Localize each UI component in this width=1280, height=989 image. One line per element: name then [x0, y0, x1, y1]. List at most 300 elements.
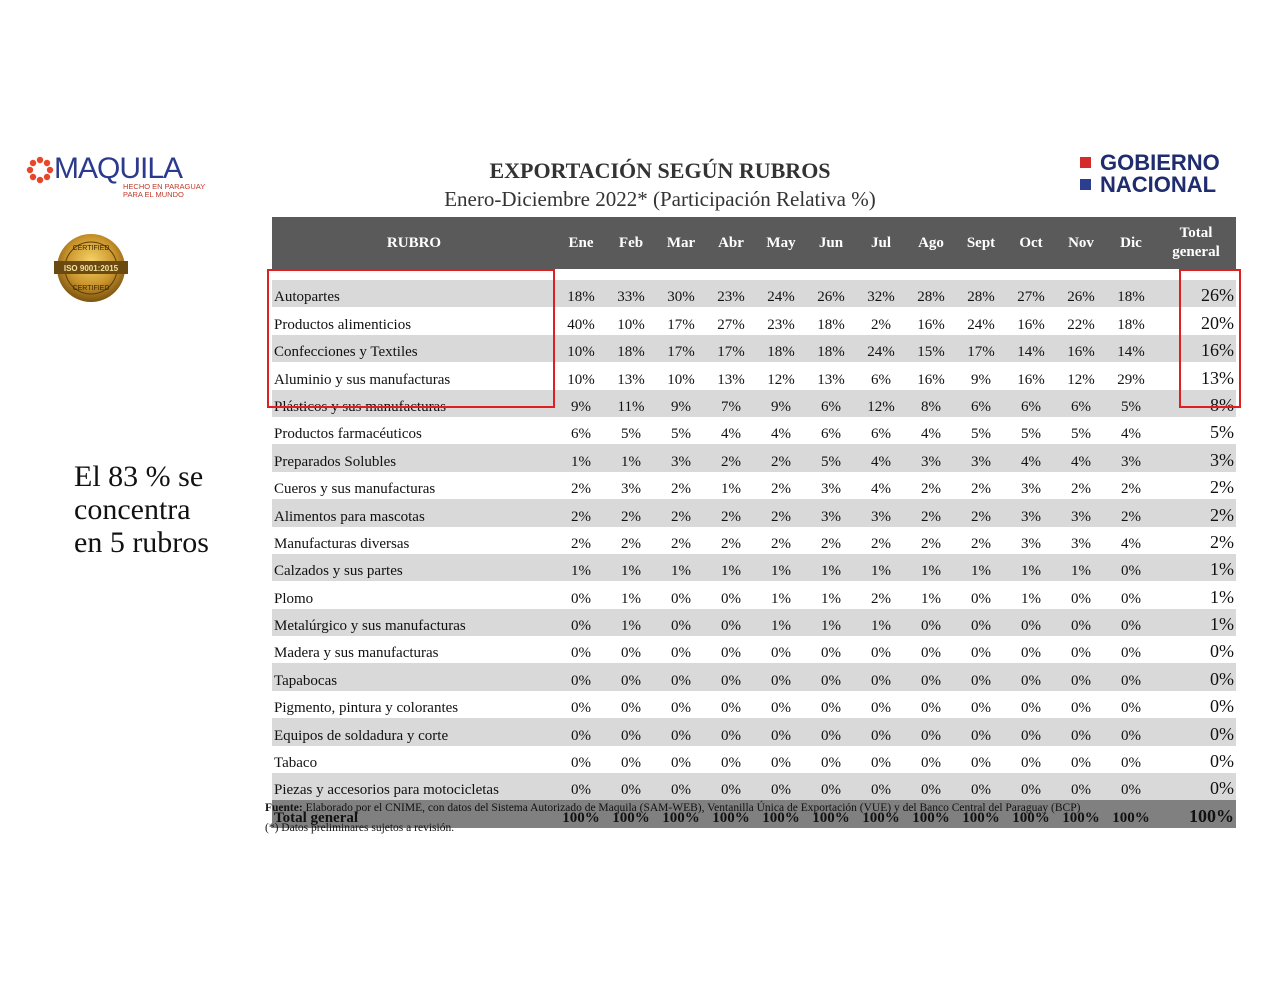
month-value-cell: 1%: [906, 581, 956, 608]
month-value-cell: 16%: [1006, 307, 1056, 334]
month-value-cell: 1%: [756, 609, 806, 636]
month-value-cell: 1%: [806, 581, 856, 608]
total-value-cell: 1%: [1156, 609, 1236, 636]
month-value-cell: 0%: [1056, 691, 1106, 718]
gobierno-nacional-logo: [1080, 152, 1240, 200]
month-value-cell: 3%: [956, 444, 1006, 471]
month-value-cell: 9%: [956, 362, 1006, 389]
total-value-cell: 0%: [1156, 746, 1236, 773]
month-value-cell: 0%: [1056, 773, 1106, 800]
month-value-cell: 0%: [906, 691, 956, 718]
month-value-cell: 10%: [556, 362, 606, 389]
iso-line-bottom: CERTIFIED: [72, 285, 110, 292]
month-value-cell: 0%: [706, 636, 756, 663]
month-value-cell: 0%: [706, 691, 756, 718]
month-value-cell: 0%: [1106, 581, 1156, 608]
month-value-cell: 18%: [1106, 280, 1156, 307]
month-value-cell: 0%: [756, 636, 806, 663]
total-value-cell: 8%: [1156, 390, 1236, 417]
column-header-month: Oct: [1006, 217, 1056, 269]
month-value-cell: 29%: [1106, 362, 1156, 389]
month-value-cell: 3%: [606, 472, 656, 499]
month-value-cell: 3%: [656, 444, 706, 471]
month-value-cell: 1%: [756, 581, 806, 608]
month-value-cell: 0%: [656, 636, 706, 663]
total-value-cell: 1%: [1156, 581, 1236, 608]
month-value-cell: 2%: [856, 581, 906, 608]
month-value-cell: 2%: [706, 499, 756, 526]
month-value-cell: 2%: [956, 472, 1006, 499]
rubro-cell: Manufacturas diversas: [272, 527, 556, 554]
column-header-total: [1156, 217, 1236, 269]
month-value-cell: 2%: [906, 527, 956, 554]
month-value-cell: 0%: [906, 663, 956, 690]
page-title: EXPORTACIÓN SEGÚN RUBROS: [489, 158, 831, 183]
month-value-cell: 4%: [1056, 444, 1106, 471]
month-value-cell: 23%: [706, 280, 756, 307]
month-value-cell: 0%: [656, 746, 706, 773]
month-value-cell: 0%: [856, 663, 906, 690]
blue-square-icon: [1080, 179, 1091, 190]
table-row: [272, 691, 1236, 718]
total-value-cell: 0%: [1156, 718, 1236, 745]
month-value-cell: 13%: [706, 362, 756, 389]
month-value-cell: 0%: [556, 636, 606, 663]
column-header-month: Mar: [656, 217, 706, 269]
month-value-cell: 12%: [1056, 362, 1106, 389]
month-value-cell: 0%: [1056, 581, 1106, 608]
month-value-cell: 1%: [1006, 581, 1056, 608]
total-value-cell: 2%: [1156, 527, 1236, 554]
total-header-line-1: Total: [1179, 225, 1213, 241]
total-value-cell: 0%: [1156, 663, 1236, 690]
month-value-cell: 0%: [1006, 636, 1056, 663]
month-value-cell: 0%: [556, 718, 606, 745]
month-value-cell: 0%: [956, 746, 1006, 773]
month-value-cell: 7%: [706, 390, 756, 417]
month-value-cell: 0%: [806, 691, 856, 718]
column-header-month: Abr: [706, 217, 756, 269]
top5-highlight-box: [267, 269, 555, 408]
total-value-cell: 0%: [1156, 691, 1236, 718]
iso-line-top: CERTIFIED: [72, 245, 110, 252]
total-value-cell: 3%: [1156, 444, 1236, 471]
month-value-cell: 0%: [1006, 746, 1056, 773]
month-value-cell: 0%: [556, 609, 606, 636]
month-value-cell: 28%: [956, 280, 1006, 307]
rubro-cell: Cueros y sus manufacturas: [272, 472, 556, 499]
month-value-cell: 0%: [1056, 718, 1106, 745]
total-value-cell: 20%: [1156, 307, 1236, 334]
month-value-cell: 24%: [956, 307, 1006, 334]
month-value-cell: 4%: [1006, 444, 1056, 471]
month-value-cell: 5%: [1106, 390, 1156, 417]
concentration-note: [74, 460, 254, 559]
month-value-cell: 6%: [856, 417, 906, 444]
month-value-cell: 2%: [756, 472, 806, 499]
rubro-cell: Equipos de soldadura y corte: [272, 718, 556, 745]
column-header-month: Ago: [906, 217, 956, 269]
month-value-cell: 0%: [756, 773, 806, 800]
page-subtitle: Enero-Diciembre 2022* (Participación Relativa %): [444, 187, 876, 211]
rubro-cell: Total general: [272, 800, 556, 827]
total-value-cell: 0%: [1156, 773, 1236, 800]
month-value-cell: 1%: [606, 444, 656, 471]
month-value-cell: 0%: [606, 773, 656, 800]
month-value-cell: 0%: [956, 663, 1006, 690]
month-value-cell: 3%: [906, 444, 956, 471]
month-value-cell: 14%: [1106, 335, 1156, 362]
month-value-cell: 9%: [556, 390, 606, 417]
month-value-cell: 3%: [1106, 444, 1156, 471]
month-value-cell: 18%: [1106, 307, 1156, 334]
month-value-cell: 0%: [906, 773, 956, 800]
month-value-cell: 0%: [1106, 773, 1156, 800]
month-value-cell: 17%: [956, 335, 1006, 362]
month-value-cell: 6%: [1006, 390, 1056, 417]
month-value-cell: 23%: [756, 307, 806, 334]
month-value-cell: 0%: [1106, 746, 1156, 773]
month-value-cell: 0%: [1006, 609, 1056, 636]
month-value-cell: 100%: [906, 800, 956, 827]
column-header-rubro: RUBRO: [272, 217, 556, 269]
month-value-cell: 0%: [1006, 773, 1056, 800]
table-row: [272, 609, 1236, 636]
month-value-cell: 0%: [956, 718, 1006, 745]
maquila-flower-icon: [26, 156, 54, 184]
month-value-cell: 6%: [806, 417, 856, 444]
month-value-cell: 2%: [756, 527, 806, 554]
total-value-cell: 1%: [1156, 554, 1236, 581]
total-value-cell: 13%: [1156, 362, 1236, 389]
month-value-cell: 0%: [806, 718, 856, 745]
month-value-cell: 1%: [606, 554, 656, 581]
month-value-cell: 12%: [856, 390, 906, 417]
month-value-cell: 0%: [856, 691, 906, 718]
source-note: [265, 802, 1080, 814]
maquila-wordmark: MAQUILA: [54, 152, 183, 185]
month-value-cell: 0%: [906, 718, 956, 745]
source-label: Fuente:: [265, 802, 303, 814]
month-value-cell: 0%: [1106, 609, 1156, 636]
month-value-cell: 18%: [756, 335, 806, 362]
month-value-cell: 0%: [656, 773, 706, 800]
month-value-cell: 0%: [706, 663, 756, 690]
month-value-cell: 0%: [1006, 691, 1056, 718]
column-header-month: Dic: [1106, 217, 1156, 269]
rubro-cell: Productos farmacéuticos: [272, 417, 556, 444]
month-value-cell: 100%: [856, 800, 906, 827]
table-row: [272, 417, 1236, 444]
month-value-cell: 2%: [956, 499, 1006, 526]
table-row: [272, 718, 1236, 745]
month-value-cell: 5%: [656, 417, 706, 444]
month-value-cell: 0%: [1056, 663, 1106, 690]
month-value-cell: 100%: [806, 800, 856, 827]
month-value-cell: 2%: [906, 499, 956, 526]
month-value-cell: 10%: [606, 307, 656, 334]
month-value-cell: 0%: [556, 773, 606, 800]
month-value-cell: 16%: [906, 307, 956, 334]
table-row: [272, 773, 1236, 800]
rubro-cell: Productos alimenticios: [272, 307, 556, 334]
month-value-cell: 26%: [1056, 280, 1106, 307]
month-value-cell: 0%: [606, 636, 656, 663]
column-header-month: Sept: [956, 217, 1006, 269]
table-row: [272, 499, 1236, 526]
month-value-cell: 0%: [656, 663, 706, 690]
total-value-cell: 2%: [1156, 499, 1236, 526]
month-value-cell: 10%: [556, 335, 606, 362]
month-value-cell: 4%: [856, 472, 906, 499]
rubro-cell: Calzados y sus partes: [272, 554, 556, 581]
month-value-cell: 3%: [1006, 527, 1056, 554]
month-value-cell: 1%: [556, 554, 606, 581]
month-value-cell: 0%: [756, 663, 806, 690]
gobierno-line-1: GOBIERNO: [1100, 150, 1220, 175]
month-value-cell: 2%: [656, 499, 706, 526]
gobierno-text: [1100, 152, 1220, 196]
month-value-cell: 100%: [656, 800, 706, 827]
month-value-cell: 1%: [556, 444, 606, 471]
month-value-cell: 5%: [606, 417, 656, 444]
month-value-cell: 6%: [556, 417, 606, 444]
rubro-cell: Tapabocas: [272, 663, 556, 690]
month-value-cell: 9%: [756, 390, 806, 417]
month-value-cell: 2%: [856, 307, 906, 334]
month-value-cell: 2%: [556, 472, 606, 499]
table-header-row: [272, 217, 1236, 269]
table-row: [272, 444, 1236, 471]
month-value-cell: 17%: [656, 307, 706, 334]
month-value-cell: 1%: [1056, 554, 1106, 581]
month-value-cell: 2%: [606, 527, 656, 554]
month-value-cell: 0%: [856, 636, 906, 663]
month-value-cell: 8%: [906, 390, 956, 417]
month-value-cell: 5%: [1006, 417, 1056, 444]
month-value-cell: 2%: [656, 527, 706, 554]
month-value-cell: 1%: [806, 554, 856, 581]
month-value-cell: 3%: [806, 499, 856, 526]
month-value-cell: 11%: [606, 390, 656, 417]
month-value-cell: 26%: [806, 280, 856, 307]
total-value-cell: 5%: [1156, 417, 1236, 444]
month-value-cell: 3%: [806, 472, 856, 499]
month-value-cell: 9%: [656, 390, 706, 417]
month-value-cell: 0%: [706, 718, 756, 745]
rubro-cell: Plomo: [272, 581, 556, 608]
month-value-cell: 0%: [956, 773, 1006, 800]
column-header-month: Nov: [1056, 217, 1106, 269]
top5-total-highlight-box: [1179, 269, 1241, 408]
month-value-cell: 0%: [856, 718, 906, 745]
month-value-cell: 2%: [956, 527, 1006, 554]
month-value-cell: 0%: [906, 746, 956, 773]
maquila-logo: [26, 152, 206, 200]
month-value-cell: 0%: [556, 663, 606, 690]
month-value-cell: 2%: [556, 499, 606, 526]
preliminary-note: (*) Datos preliminares sujetos a revisión.: [265, 822, 455, 834]
month-value-cell: 0%: [556, 746, 606, 773]
month-value-cell: 15%: [906, 335, 956, 362]
month-value-cell: 1%: [606, 581, 656, 608]
month-value-cell: 4%: [1106, 527, 1156, 554]
note-line-2: concentra: [74, 493, 191, 526]
iso-certified-seal: [52, 232, 130, 304]
month-value-cell: 18%: [806, 335, 856, 362]
month-value-cell: 100%: [556, 800, 606, 827]
table-row: [272, 746, 1236, 773]
month-value-cell: 2%: [806, 527, 856, 554]
month-value-cell: 0%: [556, 581, 606, 608]
month-value-cell: 6%: [806, 390, 856, 417]
rubro-cell: Pigmento, pintura y colorantes: [272, 691, 556, 718]
month-value-cell: 0%: [656, 581, 706, 608]
month-value-cell: 30%: [656, 280, 706, 307]
month-value-cell: 1%: [606, 609, 656, 636]
month-value-cell: 18%: [806, 307, 856, 334]
total-value-cell: 0%: [1156, 636, 1236, 663]
column-header-month: Feb: [606, 217, 656, 269]
month-value-cell: 0%: [756, 718, 806, 745]
month-value-cell: 0%: [756, 691, 806, 718]
month-value-cell: 1%: [1006, 554, 1056, 581]
month-value-cell: 33%: [606, 280, 656, 307]
month-value-cell: 0%: [606, 691, 656, 718]
month-value-cell: 100%: [756, 800, 806, 827]
month-value-cell: 1%: [706, 472, 756, 499]
month-value-cell: 28%: [906, 280, 956, 307]
month-value-cell: 0%: [1106, 663, 1156, 690]
month-value-cell: 17%: [706, 335, 756, 362]
month-value-cell: 2%: [656, 472, 706, 499]
month-value-cell: 16%: [906, 362, 956, 389]
month-value-cell: 0%: [956, 691, 1006, 718]
month-value-cell: 5%: [1056, 417, 1106, 444]
month-value-cell: 2%: [856, 527, 906, 554]
month-value-cell: 0%: [656, 609, 706, 636]
month-value-cell: 100%: [1056, 800, 1106, 827]
month-value-cell: 100%: [706, 800, 756, 827]
month-value-cell: 22%: [1056, 307, 1106, 334]
month-value-cell: 1%: [856, 609, 906, 636]
month-value-cell: 0%: [1006, 718, 1056, 745]
month-value-cell: 4%: [706, 417, 756, 444]
total-value-cell: 100%: [1156, 800, 1236, 827]
column-header-month: Ene: [556, 217, 606, 269]
month-value-cell: 0%: [756, 746, 806, 773]
month-value-cell: 3%: [1056, 499, 1106, 526]
rubro-cell: Autopartes: [272, 280, 556, 307]
month-value-cell: 0%: [956, 636, 1006, 663]
month-value-cell: 4%: [856, 444, 906, 471]
month-value-cell: 1%: [856, 554, 906, 581]
source-text: Elaborado por el CNIME, con datos del Sistema Autorizado de Maquila (SAM-WEB), Ventanilla Única de Exportación (VUE) y del Banco Central del Paraguay (BCP): [302, 802, 1081, 814]
month-value-cell: 13%: [606, 362, 656, 389]
month-value-cell: 2%: [706, 444, 756, 471]
rubro-cell: Alimentos para mascotas: [272, 499, 556, 526]
month-value-cell: 2%: [556, 527, 606, 554]
month-value-cell: 3%: [1006, 472, 1056, 499]
month-value-cell: 1%: [656, 554, 706, 581]
month-value-cell: 6%: [856, 362, 906, 389]
month-value-cell: 13%: [806, 362, 856, 389]
month-value-cell: 0%: [806, 773, 856, 800]
total-value-cell: 26%: [1156, 280, 1236, 307]
rubro-cell: Tabaco: [272, 746, 556, 773]
red-square-icon: [1080, 157, 1091, 168]
month-value-cell: 1%: [956, 554, 1006, 581]
month-value-cell: 2%: [906, 472, 956, 499]
column-header-month: Jun: [806, 217, 856, 269]
month-value-cell: 0%: [706, 581, 756, 608]
rubro-cell: Metalúrgico y sus manufacturas: [272, 609, 556, 636]
month-value-cell: 18%: [606, 335, 656, 362]
month-value-cell: 27%: [706, 307, 756, 334]
month-value-cell: 1%: [906, 554, 956, 581]
month-value-cell: 6%: [956, 390, 1006, 417]
month-value-cell: 0%: [806, 663, 856, 690]
rubro-cell: Confecciones y Textiles: [272, 335, 556, 362]
month-value-cell: 0%: [656, 718, 706, 745]
month-value-cell: 2%: [706, 527, 756, 554]
month-value-cell: 24%: [856, 335, 906, 362]
month-value-cell: 16%: [1056, 335, 1106, 362]
total-value-cell: 2%: [1156, 472, 1236, 499]
month-value-cell: 2%: [606, 499, 656, 526]
month-value-cell: 17%: [656, 335, 706, 362]
month-value-cell: 2%: [1106, 472, 1156, 499]
month-value-cell: 6%: [1056, 390, 1106, 417]
month-value-cell: 3%: [1056, 527, 1106, 554]
rubro-cell: Plásticos y sus manufacturas: [272, 390, 556, 417]
month-value-cell: 0%: [606, 663, 656, 690]
month-value-cell: 0%: [806, 746, 856, 773]
month-value-cell: 1%: [706, 554, 756, 581]
month-value-cell: 0%: [606, 746, 656, 773]
maquila-tagline-2: PARA EL MUNDO: [123, 190, 184, 199]
month-value-cell: 5%: [956, 417, 1006, 444]
month-value-cell: 14%: [1006, 335, 1056, 362]
rubro-cell: Preparados Solubles: [272, 444, 556, 471]
note-line-1: El 83 % se: [74, 460, 204, 493]
month-value-cell: 100%: [1006, 800, 1056, 827]
month-value-cell: 27%: [1006, 280, 1056, 307]
maquila-tagline: [123, 183, 223, 199]
month-value-cell: 0%: [906, 636, 956, 663]
gobierno-line-2: NACIONAL: [1100, 172, 1217, 197]
table-row: [272, 636, 1236, 663]
month-value-cell: 0%: [556, 691, 606, 718]
month-value-cell: 0%: [956, 581, 1006, 608]
month-value-cell: 0%: [706, 609, 756, 636]
month-value-cell: 2%: [756, 444, 806, 471]
month-value-cell: 3%: [856, 499, 906, 526]
month-value-cell: 18%: [556, 280, 606, 307]
month-value-cell: 10%: [656, 362, 706, 389]
month-value-cell: 0%: [906, 609, 956, 636]
table-row: [272, 527, 1236, 554]
month-value-cell: 0%: [1056, 636, 1106, 663]
month-value-cell: 16%: [1006, 362, 1056, 389]
rubro-cell: Madera y sus manufacturas: [272, 636, 556, 663]
total-value-cell: 16%: [1156, 335, 1236, 362]
month-value-cell: 0%: [1106, 718, 1156, 745]
month-value-cell: 100%: [606, 800, 656, 827]
month-value-cell: 100%: [1106, 800, 1156, 827]
month-value-cell: 2%: [756, 499, 806, 526]
rubro-cell: Aluminio y sus manufacturas: [272, 362, 556, 389]
